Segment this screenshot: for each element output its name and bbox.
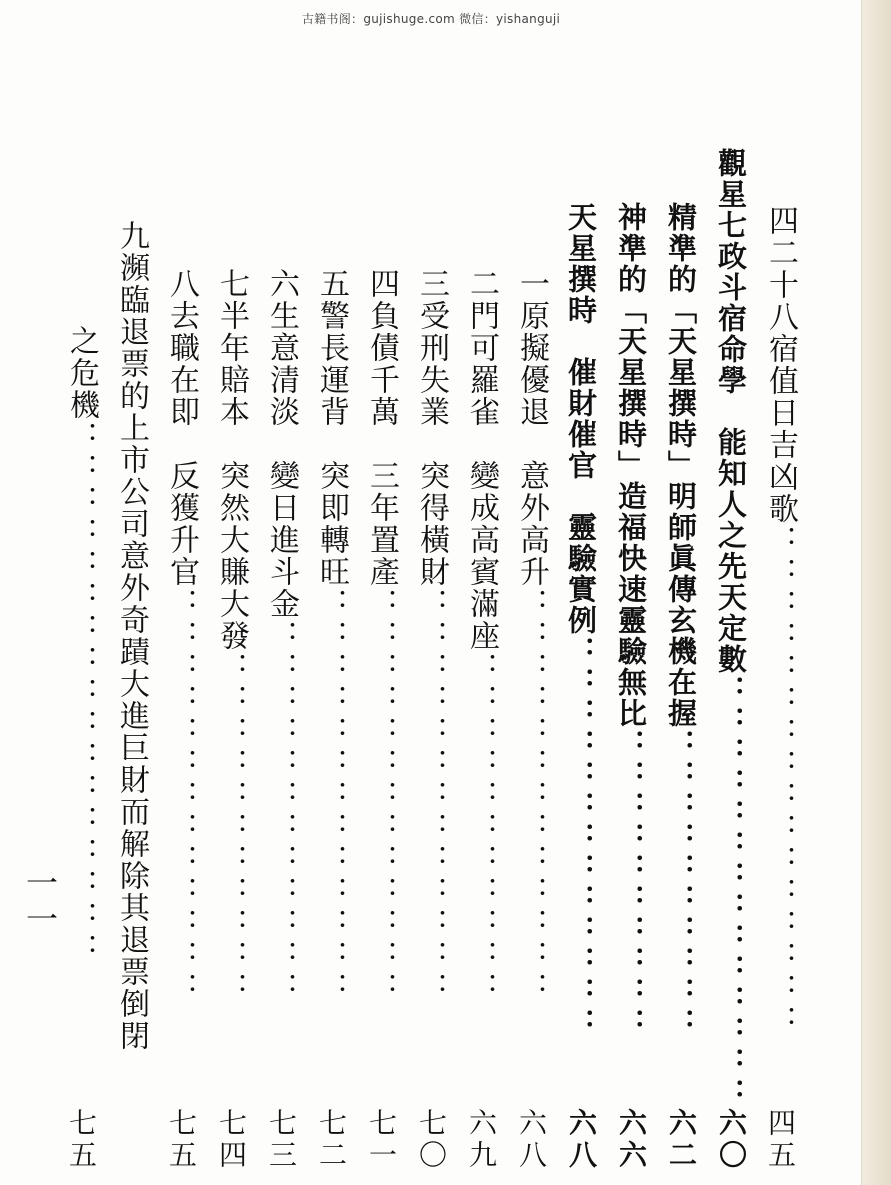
toc-entry-page-7: 六九 bbox=[465, 1108, 498, 1172]
toc-entry-title-3: 精準的「天星撰時」明師眞傳玄機在握：：：：：：：：：： bbox=[664, 202, 698, 1039]
toc-entry-title-11: 六生意清淡 變日進斗金：：：：：：：：：：：： bbox=[264, 267, 299, 1004]
toc-entry-page-15: 七五 bbox=[65, 1108, 98, 1172]
watermark: 古籍书阁：gujishuge.com 微信：yishanguji bbox=[301, 12, 561, 26]
toc-entry-title-9: 四負債千萬 三年置產：：：：：：：：：：：：： bbox=[364, 267, 399, 1004]
toc-entry-page-10: 七二 bbox=[315, 1108, 348, 1172]
toc-entry-page-8: 七〇 bbox=[415, 1108, 448, 1172]
toc-entry-title-10: 五警長運背 突即轉旺：：：：：：：：：：：：： bbox=[314, 267, 349, 1004]
toc-entry-title-1: 四二十八宿值日吉凶歌：：：：：：：：：：：：：：：： bbox=[763, 204, 798, 1037]
toc-entry-title-12: 七半年賠本 突然大賺大發：：：：：：：：：：： bbox=[214, 267, 249, 1004]
scan-edge bbox=[861, 0, 891, 1185]
toc-entry-title-14: 九瀕臨退票的上市公司意外奇蹟大進巨財而解除其退票倒閉 bbox=[114, 219, 149, 1052]
toc-entry-page-2: 六〇 bbox=[715, 1108, 748, 1172]
toc-entry-title-7: 二門可羅雀 變成高賓滿座：：：：：：：：：：： bbox=[464, 267, 499, 1004]
toc-entry-title-4: 神準的「天星撰時」造福快速靈驗無比：：：：：：：：：： bbox=[614, 202, 648, 1039]
toc-entry-page-5: 六八 bbox=[565, 1108, 598, 1172]
toc-entry-title-13: 八去職在即 反獲升官：：：：：：：：：：：：： bbox=[164, 267, 199, 1004]
toc-entry-page-6: 六八 bbox=[515, 1108, 548, 1172]
toc-entry-title-8: 三受刑失業 突得橫財：：：：：：：：：：：：： bbox=[414, 267, 449, 1004]
toc-entry-page-11: 七三 bbox=[265, 1108, 298, 1172]
toc-entry-page-1: 四五 bbox=[764, 1108, 797, 1172]
toc-entry-page-13: 七五 bbox=[165, 1108, 198, 1172]
toc-entry-page-4: 六六 bbox=[615, 1108, 648, 1172]
toc-entry-page-12: 七四 bbox=[215, 1108, 248, 1172]
toc-entry-title-5: 天星撰時 催財催官 靈驗實例：：：：：：：：：：：：： bbox=[564, 202, 598, 1039]
toc-entry-page-9: 七一 bbox=[365, 1108, 398, 1172]
toc-entry-page-3: 六二 bbox=[665, 1108, 698, 1172]
toc-entry-title-2: 觀星七政斗宿命學 能知人之先天定數：：：：：：：：：：：：：： bbox=[714, 148, 748, 1109]
toc-entry-title-15: 之危機：：：：：：：：：：：：：：：：： bbox=[64, 324, 99, 965]
toc-entry-title-6: 一原擬優退 意外高升：：：：：：：：：：：：： bbox=[514, 267, 549, 1004]
page-folio: 一一 bbox=[21, 866, 59, 938]
